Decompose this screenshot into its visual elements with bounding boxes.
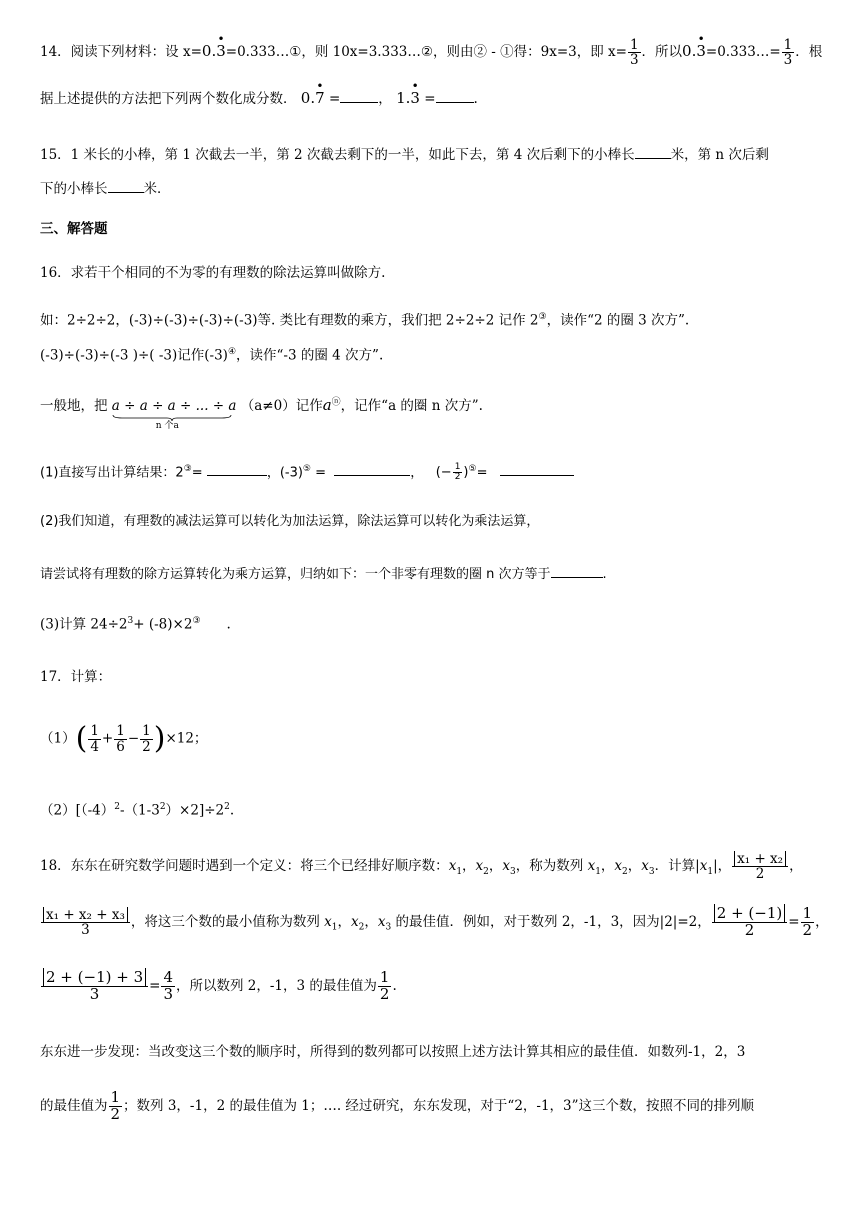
numerator: 1 [783,37,793,53]
abs-sum-123: x₁ + x₂ + x₃ [43,907,128,923]
q16-text: ，读作“2 的圈 3 次方”. [546,312,690,329]
denominator: 3 [81,921,90,938]
q16-text: 如：2÷2÷2，(-3)÷(-3)÷(-3)÷(-3)等. 类比有理数的乘方，我们把 2÷2÷2 记作 2 [40,312,539,329]
denominator: 2 [110,1104,121,1123]
repeat-dot-icon: • [697,32,705,47]
repeating-decimal [396,79,420,107]
neg-half: (− $\frac{1}{2}$ ) [435,462,469,483]
decimal-rep: 3 [696,42,706,61]
circle-exponent: ⑤ [468,464,477,475]
answer-blank[interactable] [207,463,267,476]
circle-exponent: ⓝ [331,397,341,408]
q16-text: ，记作“a 的圈 n 次方”. [340,398,483,414]
q14-line2 [40,79,478,107]
repeat-dot-icon: • [217,32,225,47]
numerator: 1 [454,462,461,472]
decimal-int: 1. [396,89,411,107]
exponent: 2 [224,802,230,812]
division-expression: a ÷ a ÷ a ÷ ... ÷ a [111,398,237,414]
equals: = [191,465,203,481]
q16-example2 [40,348,383,363]
fraction [732,852,788,881]
underbrace-label: n 个a [155,421,179,431]
q16-text: 一般地，把 [40,398,108,414]
decimal-rep: 7 [315,89,325,107]
answer-blank[interactable] [340,90,378,103]
q16-text: (1)直接写出计算结果：2 [40,465,184,481]
q15-text: 米． [143,181,171,197]
q16-general [40,396,483,431]
q16-text: ，(-3) [266,465,303,481]
fraction [801,906,815,939]
q18-text: ，将这三个数的最小值称为数列 [130,913,320,930]
numerator: 1 [142,723,151,740]
symbol-a: a [322,396,332,414]
fraction [161,970,175,1003]
q17-part2 [40,803,234,818]
fraction [140,724,153,753]
fraction [782,38,795,67]
equals: = [311,465,327,481]
q16-part3 [40,617,231,632]
numerator: 1 [629,37,639,53]
equals: = [328,91,341,107]
q18-text: 的最佳值．例如，对于数列 2，-1，3，因为|2|=2， [395,913,711,930]
fraction [41,908,130,937]
circle-exponent: ③ [192,616,201,626]
q18-line3: $\frac{2 + (-1) + 3}{3}$ = $\frac{4}{3}$ ，所以数列 2，-1，3 的最佳值为 $\frac{1}{2}$ . [40,970,397,1003]
answer-blank[interactable] [334,463,410,476]
q17-part1: （1）( $\frac{1}{4}$ + $\frac{1}{6}$ − $\frac{1}{2}$ )×12； [40,721,208,756]
q14-text: 据上述提供的方法把下列两个数化成分数． [40,91,297,107]
q16-text: （a≠0）记作 [240,398,323,414]
q15-text: 15．1 米长的小棒，第 1 次截去一半，第 2 次截去剩下的一半，如此下去，第 4 次后剩下的小棒长 [40,147,635,163]
exponent: 2 [114,802,120,812]
numerator: 1 [802,904,813,922]
q16-text: + (-8)×2 [133,616,193,633]
denominator: 2 [744,920,755,939]
example-numerator: 2 + (−1) + 3 [43,968,146,986]
q18-text: ，所以数列 2，-1，3 的最佳值为 [175,977,377,994]
denominator: 2 [755,866,765,883]
q17-text: ）×2]÷2 [165,802,225,819]
period: . [602,567,607,582]
q17-title: 17．计算： [40,669,112,685]
denominator: 4 [90,738,99,755]
q16-intro: 16．求若干个相同的不为零的有理数的除法运算叫做除方. [40,265,386,281]
denominator: 2 [142,738,151,755]
numerator: 4 [163,968,173,986]
decimal-rep: 3 [410,89,420,107]
q14-text: =0.333…①，则 10x=3.333…②，则由② - ①得：9x=3，即 x= [225,44,627,61]
q17-text: -（1-3 [120,802,160,819]
decimal-int: 0. [201,42,217,61]
q14-text: =0.333…= [705,44,781,61]
section-heading: 三、解答题 [40,221,108,237]
q18-text: ，称为数列 [515,858,584,875]
repeat-dot-icon: • [316,79,324,93]
numerator: 1 [110,1088,121,1106]
denominator: 6 [116,738,125,755]
q14-text: 14．阅读下列材料：设 x= [40,44,202,61]
circle-exponent: ⑤ [302,464,311,475]
denominator: 2 [454,472,461,483]
q15-text: 下的小棒长 [40,181,108,197]
q16-example1 [40,313,689,328]
denominator: 3 [783,52,793,69]
denominator: 2 [379,984,390,1003]
answer-blank[interactable] [436,90,474,103]
numerator: 1 [379,968,390,986]
q18-text: 的最佳值为 [40,1097,108,1114]
numerator: 1 [90,723,99,740]
period: . [473,91,478,107]
q18-text: ；数列 3，-1，2 的最佳值为 1；…. 经过研究，东东发现，对于“2，-1，3”这三个数，按照不同的排列顺 [123,1097,755,1114]
fraction [109,1090,123,1123]
separator: ， [378,91,392,107]
fraction [378,970,392,1003]
repeating-decimal [300,79,325,107]
q18-line1: 18．东东在研究数学问题时遇到一个定义：将三个已经排好顺序数：$x_1$，$x_2$，$x_3$，称为数列 $x_1$，$x_2$，$x_3$．计算$|x_1|$， $\frac{\text{x₁ + x₂}}{2}$ ， [40,851,803,883]
q14-text: ．根 [795,44,823,61]
fraction [41,970,148,1003]
fraction [88,724,101,753]
underbrace-expression [111,398,237,431]
q18-line4: 东东进一步发现：当改变这三个数的顺序时，所得到的数列都可以按照上述方法计算其相应的最佳值．如数列-1，2，3 [40,1044,746,1060]
circle-exponent: ③ [538,312,547,322]
repeating-decimal [201,32,226,61]
equals: = [424,91,436,107]
denominator: 3 [629,52,639,69]
decimal-rep: 3 [216,42,226,61]
answer-blank[interactable] [551,565,603,578]
period: . [226,616,231,633]
q17-text: ×12； [165,730,208,747]
q16-part1 [40,463,574,483]
q16-text: (-3)÷(-3)÷(-3 )÷( -3)记作(-3) [40,347,228,364]
q15-line1 [40,146,769,163]
circle-exponent: ③ [183,464,192,475]
q17-text: （2）[（-4） [40,802,115,819]
period: . [229,802,235,819]
q18-text: 18．东东在研究数学问题时遇到一个定义：将三个已经排好顺序数： [40,858,449,875]
separator: ， [410,465,424,481]
q14-line1 [40,32,823,69]
example-numerator: 2 + (−1) [714,904,785,922]
answer-blank[interactable] [108,180,144,193]
fraction [712,906,787,939]
q15-line2 [40,180,171,197]
right-paren: ) [153,721,166,756]
left-paren: ( [75,721,88,756]
equals: = [476,465,488,481]
denominator: 2 [802,920,813,939]
answer-blank[interactable] [635,146,671,159]
decimal-int: 0. [300,89,316,107]
q16-part2a: (2)我们知道，有理数的减法运算可以转化为加法运算，除法运算可以转化为乘法运算， [40,514,540,529]
q15-text: 米，第 n 次后剩 [670,147,769,163]
q14-text: ．所以 [641,44,683,61]
part-label: （1） [40,730,76,747]
answer-blank[interactable] [500,463,574,476]
exponent: 3 [127,616,134,626]
fraction [628,38,641,67]
q16-text: 请尝试将有理数的除方运算转化为乘方运算，归纳如下：一个非零有理数的圈 n 次方等于 [40,567,551,582]
q18-line2: $\frac{\text{x₁ + x₂ + x₃}}{3}$ ，将这三个数的最小值称为数列 $x_1$，$x_2$，$x_3$ 的最佳值．例如，对于数列 2，-1，3，因为|2|=2， $\frac{2 + (-1)}{2}$ = $\frac{1}{2}$ ， [40,906,829,939]
numerator: 1 [116,723,125,740]
fraction [453,463,463,483]
q16-text: ，读作“-3 的圈 4 次方”. [236,347,384,364]
repeat-dot-icon: • [411,79,419,93]
circle-exponent: ④ [227,347,237,357]
denominator: 3 [89,984,100,1003]
q18-line5 [40,1090,754,1123]
denominator: 3 [163,984,173,1003]
abs-sum-12: x₁ + x₂ [734,851,786,867]
q16-part2b [40,565,607,581]
separator: ， [789,858,803,875]
exponent: 2 [159,802,166,812]
repeating-decimal [682,32,706,61]
fraction [114,724,127,753]
q18-text: ．计算 [654,858,696,875]
decimal-int: 0. [682,42,697,61]
period: . [392,977,397,994]
q16-text: (3)计算 24÷2 [40,616,128,633]
